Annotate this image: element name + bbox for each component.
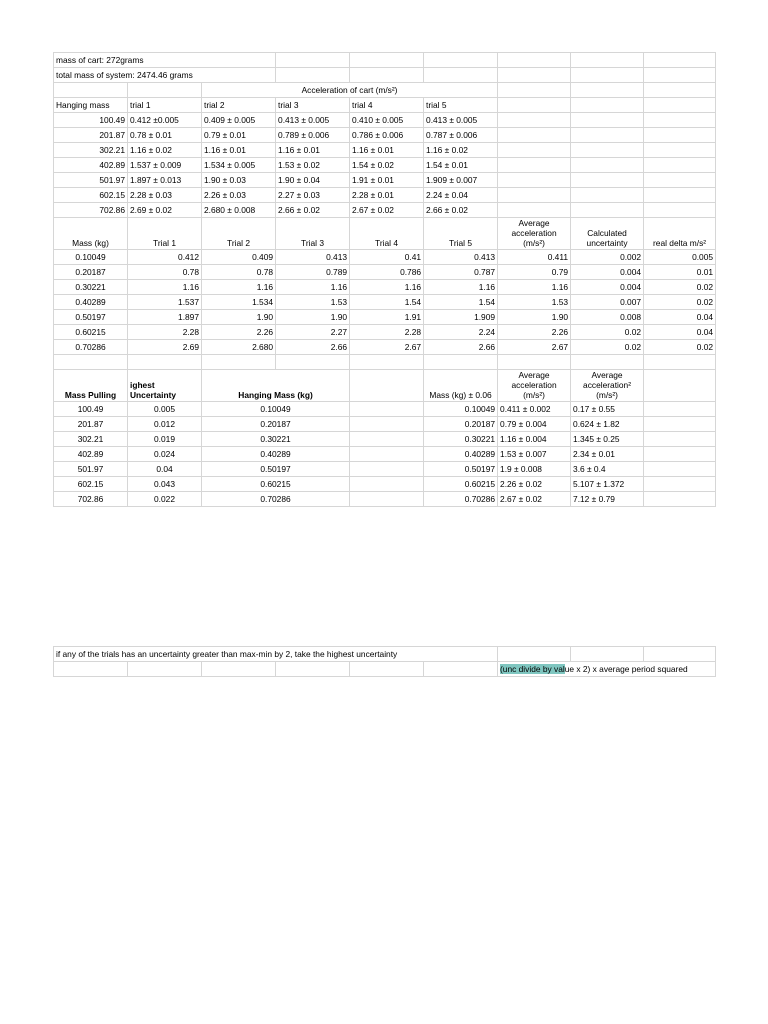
value-cell: 0.004 xyxy=(571,265,644,280)
trial-cell: 1.16 ± 0.02 xyxy=(424,143,498,158)
empty-cell xyxy=(644,203,716,218)
table3-header: Average acceleration (m/s²) xyxy=(498,370,571,402)
hanging-mass-cell: 201.87 xyxy=(54,128,128,143)
table2-header: Calculated uncertainty xyxy=(571,218,644,250)
table2-header: Trial 3 xyxy=(276,218,350,250)
table3-header: Average acceleration² (m/s²) xyxy=(571,370,644,402)
trial-cell: 2.66 ± 0.02 xyxy=(276,203,350,218)
mass-pulling-cell: 100.49 xyxy=(54,402,128,417)
value-cell: 1.90 xyxy=(276,310,350,325)
value-cell: 2.28 xyxy=(128,325,202,340)
value-cell: 0.01 xyxy=(644,265,716,280)
empty-cell xyxy=(498,113,571,128)
empty-cell xyxy=(644,128,716,143)
trial-cell: 2.69 ± 0.02 xyxy=(128,203,202,218)
mass-kg-cell: 0.30221 xyxy=(424,432,498,447)
value-cell: 2.66 xyxy=(276,340,350,355)
value-cell: 0.412 xyxy=(128,250,202,265)
table1-row xyxy=(54,128,716,143)
hanging-mass-cell: 702.86 xyxy=(54,203,128,218)
empty-cell xyxy=(498,128,571,143)
table3-header: Hanging Mass (kg) xyxy=(202,370,350,402)
value-cell: 2.66 xyxy=(424,340,498,355)
trial-cell: 0.413 ± 0.005 xyxy=(276,113,350,128)
value-cell: 0.02 xyxy=(571,325,644,340)
empty-cell xyxy=(350,417,424,432)
notes-area xyxy=(53,646,715,677)
total-mass-text: total mass of system: 2474.46 grams xyxy=(54,68,276,83)
mass-pulling-cell: 402.89 xyxy=(54,447,128,462)
empty-cell xyxy=(644,462,716,477)
trial-cell: 0.79 ± 0.01 xyxy=(202,128,276,143)
trial-cell: 1.537 ± 0.009 xyxy=(128,158,202,173)
value-cell: 1.91 xyxy=(350,310,424,325)
mass-pulling-cell: 302.21 xyxy=(54,432,128,447)
trial-cell: 1.16 ± 0.01 xyxy=(202,143,276,158)
value-cell: 0.02 xyxy=(644,280,716,295)
trial-cell: 1.53 ± 0.02 xyxy=(276,158,350,173)
hanging-mass-cell: 402.89 xyxy=(54,158,128,173)
table1-row xyxy=(54,188,716,203)
mass-kg-cell: 0.30221 xyxy=(54,280,128,295)
empty-cell xyxy=(571,173,644,188)
average-acceleration-squared-cell: 0.624 ± 1.82 xyxy=(571,417,644,432)
mass-pulling-cell: 501.97 xyxy=(54,462,128,477)
empty-cell xyxy=(276,355,350,370)
value-cell: 0.04 xyxy=(644,325,716,340)
formula-note xyxy=(498,662,716,677)
value-cell: 0.786 xyxy=(350,265,424,280)
mass-kg-cell: 0.70286 xyxy=(424,492,498,507)
empty-cell xyxy=(498,188,571,203)
average-acceleration-cell: 0.411 ± 0.002 xyxy=(498,402,571,417)
value-cell: 1.16 xyxy=(498,280,571,295)
table1-row xyxy=(54,203,716,218)
empty-cell xyxy=(498,173,571,188)
average-acceleration-squared-cell: 0.17 ± 0.55 xyxy=(571,402,644,417)
table1-header: trial 1 xyxy=(128,98,202,113)
table3-row xyxy=(54,492,716,507)
mass-kg-cell: 0.50197 xyxy=(54,310,128,325)
average-acceleration-cell: 2.26 ± 0.02 xyxy=(498,477,571,492)
table2-header: Average acceleration (m/s²) xyxy=(498,218,571,250)
table3-row xyxy=(54,477,716,492)
value-cell: 2.26 xyxy=(202,325,276,340)
empty-cell xyxy=(644,188,716,203)
highest-uncertainty-cell: 0.019 xyxy=(128,432,202,447)
empty-cell xyxy=(644,477,716,492)
empty-cell xyxy=(498,355,571,370)
trial-cell: 1.16 ± 0.01 xyxy=(276,143,350,158)
value-cell: 1.90 xyxy=(202,310,276,325)
table2-header: Trial 4 xyxy=(350,218,424,250)
empty-cell xyxy=(644,173,716,188)
table2-header: Trial 1 xyxy=(128,218,202,250)
formula-highlight: (unc divide by val xyxy=(500,663,565,674)
trial-cell: 0.787 ± 0.006 xyxy=(424,128,498,143)
value-cell: 1.16 xyxy=(128,280,202,295)
average-acceleration-cell: 1.16 ± 0.004 xyxy=(498,432,571,447)
empty-cell xyxy=(571,128,644,143)
value-cell: 0.78 xyxy=(128,265,202,280)
table2-header: Mass (kg) xyxy=(54,218,128,250)
empty-cell xyxy=(644,492,716,507)
empty-cell xyxy=(644,370,716,402)
empty-cell xyxy=(571,143,644,158)
trial-cell: 0.789 ± 0.006 xyxy=(276,128,350,143)
table1-row xyxy=(54,113,716,128)
trial-cell: 1.897 ± 0.013 xyxy=(128,173,202,188)
empty-cell xyxy=(644,432,716,447)
table2-row xyxy=(54,280,716,295)
table2-row xyxy=(54,340,716,355)
empty-cell xyxy=(350,432,424,447)
table2-row xyxy=(54,310,716,325)
value-cell: 0.79 xyxy=(498,265,571,280)
value-cell: 1.54 xyxy=(350,295,424,310)
empty-cell xyxy=(644,158,716,173)
empty-cell xyxy=(498,158,571,173)
mass-kg-cell: 0.60215 xyxy=(424,477,498,492)
value-cell: 0.413 xyxy=(424,250,498,265)
value-cell: 2.27 xyxy=(276,325,350,340)
empty-cell xyxy=(350,462,424,477)
trial-cell: 1.54 ± 0.01 xyxy=(424,158,498,173)
value-cell: 1.90 xyxy=(498,310,571,325)
value-cell: 1.54 xyxy=(424,295,498,310)
trial-cell: 0.78 ± 0.01 xyxy=(128,128,202,143)
trial-cell: 1.16 ± 0.02 xyxy=(128,143,202,158)
trial-cell: 2.680 ± 0.008 xyxy=(202,203,276,218)
hanging-mass-cell: 602.15 xyxy=(54,188,128,203)
highest-uncertainty-cell: 0.04 xyxy=(128,462,202,477)
cart-mass-text: mass of cart: 272grams xyxy=(54,53,276,68)
data-table xyxy=(53,52,716,507)
empty-cell xyxy=(350,402,424,417)
value-cell: 1.53 xyxy=(276,295,350,310)
mass-kg-cell: 0.40289 xyxy=(424,447,498,462)
highest-uncertainty-cell: 0.012 xyxy=(128,417,202,432)
highest-uncertainty-cell: 0.005 xyxy=(128,402,202,417)
value-cell: 2.26 xyxy=(498,325,571,340)
value-cell: 0.411 xyxy=(498,250,571,265)
table3-header-row xyxy=(54,370,716,402)
empty-cell xyxy=(498,143,571,158)
empty-cell xyxy=(128,355,202,370)
value-cell: 1.534 xyxy=(202,295,276,310)
table3-row xyxy=(54,462,716,477)
highest-uncertainty-cell: 0.022 xyxy=(128,492,202,507)
trial-cell: 2.26 ± 0.03 xyxy=(202,188,276,203)
empty-cell xyxy=(202,355,276,370)
table3-header: Mass (kg) ± 0.06 xyxy=(424,370,498,402)
table3-row xyxy=(54,432,716,447)
empty-cell xyxy=(424,355,498,370)
table1-row xyxy=(54,158,716,173)
table3-row xyxy=(54,447,716,462)
value-cell: 0.02 xyxy=(571,340,644,355)
average-acceleration-cell: 1.9 ± 0.008 xyxy=(498,462,571,477)
trial-cell: 0.410 ± 0.005 xyxy=(350,113,424,128)
hanging-mass-cell: 100.49 xyxy=(54,113,128,128)
value-cell: 2.69 xyxy=(128,340,202,355)
table2-header: real delta m/s² xyxy=(644,218,716,250)
table2-row xyxy=(54,265,716,280)
average-acceleration-squared-cell: 2.34 ± 0.01 xyxy=(571,447,644,462)
table3-header: ighest Uncertainty xyxy=(128,370,202,402)
trial-cell: 1.909 ± 0.007 xyxy=(424,173,498,188)
table2-row xyxy=(54,250,716,265)
blank-row xyxy=(54,355,716,370)
trial-cell: 0.413 ± 0.005 xyxy=(424,113,498,128)
empty-cell xyxy=(54,355,128,370)
average-acceleration-squared-cell: 5.107 ± 1.372 xyxy=(571,477,644,492)
hanging-mass-kg-cell: 0.10049 xyxy=(202,402,350,417)
table1-header: Hanging mass xyxy=(54,98,128,113)
table2-header-row xyxy=(54,218,716,250)
trial-cell: 2.28 ± 0.03 xyxy=(128,188,202,203)
hanging-mass-kg-cell: 0.40289 xyxy=(202,447,350,462)
value-cell: 2.24 xyxy=(424,325,498,340)
acceleration-title: Acceleration of cart (m/s²) xyxy=(202,83,498,98)
average-acceleration-cell: 0.79 ± 0.004 xyxy=(498,417,571,432)
highest-uncertainty-cell: 0.043 xyxy=(128,477,202,492)
table1-header: trial 3 xyxy=(276,98,350,113)
value-cell: 0.007 xyxy=(571,295,644,310)
mass-kg-cell: 0.20187 xyxy=(54,265,128,280)
value-cell: 1.16 xyxy=(424,280,498,295)
trial-cell: 1.16 ± 0.01 xyxy=(350,143,424,158)
value-cell: 0.002 xyxy=(571,250,644,265)
empty-cell xyxy=(571,203,644,218)
value-cell: 2.67 xyxy=(350,340,424,355)
empty-cell xyxy=(571,158,644,173)
value-cell: 1.897 xyxy=(128,310,202,325)
table3-header: Mass Pulling xyxy=(54,370,128,402)
average-acceleration-squared-cell: 7.12 ± 0.79 xyxy=(571,492,644,507)
mass-pulling-cell: 201.87 xyxy=(54,417,128,432)
hanging-mass-cell: 501.97 xyxy=(54,173,128,188)
empty-cell xyxy=(571,188,644,203)
mass-pulling-cell: 602.15 xyxy=(54,477,128,492)
value-cell: 1.16 xyxy=(350,280,424,295)
empty-cell xyxy=(571,355,644,370)
trial-cell: 2.27 ± 0.03 xyxy=(276,188,350,203)
trial-cell: 0.786 ± 0.006 xyxy=(350,128,424,143)
value-cell: 1.16 xyxy=(202,280,276,295)
trial-cell: 2.66 ± 0.02 xyxy=(424,203,498,218)
hanging-mass-kg-cell: 0.70286 xyxy=(202,492,350,507)
trial-cell: 1.91 ± 0.01 xyxy=(350,173,424,188)
value-cell: 0.413 xyxy=(276,250,350,265)
trial-cell: 2.67 ± 0.02 xyxy=(350,203,424,218)
hanging-mass-cell: 302.21 xyxy=(54,143,128,158)
value-cell: 0.789 xyxy=(276,265,350,280)
average-acceleration-cell: 2.67 ± 0.02 xyxy=(498,492,571,507)
empty-cell xyxy=(350,370,424,402)
empty-cell xyxy=(644,417,716,432)
spreadsheet xyxy=(53,52,715,507)
table1-header: trial 4 xyxy=(350,98,424,113)
table3-row xyxy=(54,417,716,432)
trial-cell: 1.54 ± 0.02 xyxy=(350,158,424,173)
table1-row xyxy=(54,173,716,188)
value-cell: 1.53 xyxy=(498,295,571,310)
value-cell: 0.02 xyxy=(644,295,716,310)
table1-header: trial 2 xyxy=(202,98,276,113)
mass-kg-cell: 0.60215 xyxy=(54,325,128,340)
mass-kg-cell: 0.10049 xyxy=(424,402,498,417)
value-cell: 0.004 xyxy=(571,280,644,295)
value-cell: 0.78 xyxy=(202,265,276,280)
table1-header-row xyxy=(54,98,716,113)
average-acceleration-squared-cell: 3.6 ± 0.4 xyxy=(571,462,644,477)
mass-kg-cell: 0.10049 xyxy=(54,250,128,265)
value-cell: 1.16 xyxy=(276,280,350,295)
highest-uncertainty-cell: 0.024 xyxy=(128,447,202,462)
value-cell: 0.787 xyxy=(424,265,498,280)
mass-pulling-cell: 702.86 xyxy=(54,492,128,507)
hanging-mass-kg-cell: 0.20187 xyxy=(202,417,350,432)
value-cell: 2.28 xyxy=(350,325,424,340)
value-cell: 2.67 xyxy=(498,340,571,355)
table3-row xyxy=(54,402,716,417)
formula-rest: ue x 2) x average period squared xyxy=(564,663,688,674)
table2-row xyxy=(54,295,716,310)
trial-cell: 1.90 ± 0.04 xyxy=(276,173,350,188)
value-cell: 1.537 xyxy=(128,295,202,310)
table2-row xyxy=(54,325,716,340)
hanging-mass-kg-cell: 0.50197 xyxy=(202,462,350,477)
uncertainty-rule-note: if any of the trials has an uncertainty greater than max-min by 2, take the highest uncertainty xyxy=(54,647,498,662)
table1-row xyxy=(54,143,716,158)
empty-cell xyxy=(644,447,716,462)
empty-cell xyxy=(644,355,716,370)
value-cell: 2.680 xyxy=(202,340,276,355)
trial-cell: 0.412 ±0.005 xyxy=(128,113,202,128)
empty-cell xyxy=(644,113,716,128)
mass-kg-cell: 0.50197 xyxy=(424,462,498,477)
mass-kg-cell: 0.20187 xyxy=(424,417,498,432)
value-cell: 0.409 xyxy=(202,250,276,265)
hanging-mass-kg-cell: 0.30221 xyxy=(202,432,350,447)
average-acceleration-cell: 1.53 ± 0.007 xyxy=(498,447,571,462)
empty-cell xyxy=(571,113,644,128)
trial-cell: 1.90 ± 0.03 xyxy=(202,173,276,188)
empty-cell xyxy=(350,355,424,370)
table2-header: Trial 5 xyxy=(424,218,498,250)
mass-kg-cell: 0.70286 xyxy=(54,340,128,355)
value-cell: 0.41 xyxy=(350,250,424,265)
trial-cell: 1.534 ± 0.005 xyxy=(202,158,276,173)
empty-cell xyxy=(350,492,424,507)
trial-cell: 2.24 ± 0.04 xyxy=(424,188,498,203)
value-cell: 1.909 xyxy=(424,310,498,325)
notes-table xyxy=(53,646,716,677)
value-cell: 0.005 xyxy=(644,250,716,265)
mass-kg-cell: 0.40289 xyxy=(54,295,128,310)
hanging-mass-kg-cell: 0.60215 xyxy=(202,477,350,492)
value-cell: 0.02 xyxy=(644,340,716,355)
value-cell: 0.04 xyxy=(644,310,716,325)
empty-cell xyxy=(350,447,424,462)
empty-cell xyxy=(498,203,571,218)
table1-header: trial 5 xyxy=(424,98,498,113)
trial-cell: 0.409 ± 0.005 xyxy=(202,113,276,128)
trial-cell: 2.28 ± 0.01 xyxy=(350,188,424,203)
empty-cell xyxy=(350,477,424,492)
table2-header: Trial 2 xyxy=(202,218,276,250)
empty-cell xyxy=(644,402,716,417)
value-cell: 0.008 xyxy=(571,310,644,325)
empty-cell xyxy=(644,143,716,158)
average-acceleration-squared-cell: 1.345 ± 0.25 xyxy=(571,432,644,447)
